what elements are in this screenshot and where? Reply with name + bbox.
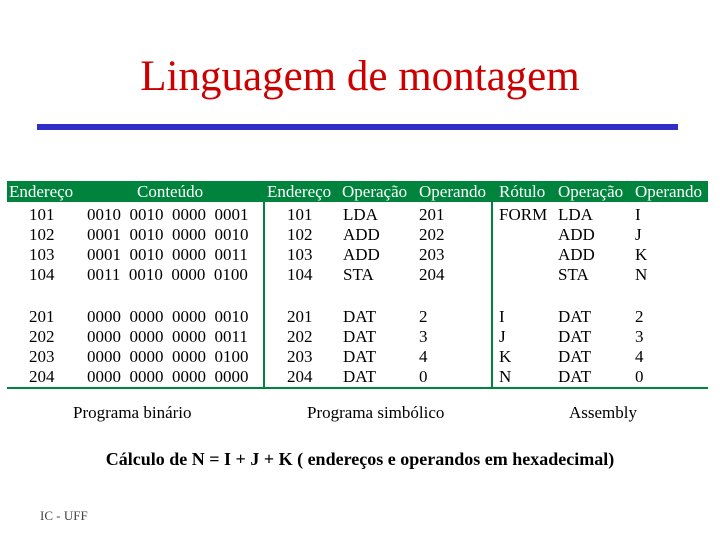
cell-op: DAT — [343, 347, 377, 366]
header-operando: Operando — [419, 182, 487, 201]
title-underline — [37, 124, 678, 130]
cell-op: ADD — [343, 225, 380, 244]
cell-addr1: 103 — [29, 245, 55, 264]
cell-content: 0010 0010 0000 0001 — [87, 205, 249, 224]
table-divider-symbolic — [491, 181, 493, 389]
caption-binary: Programa binário — [73, 403, 192, 422]
program-table — [7, 181, 708, 389]
cell-label: FORM — [499, 205, 548, 224]
cell-addr2: 101 — [287, 205, 313, 224]
cell-label: K — [499, 347, 512, 366]
cell-addr2: 203 — [287, 347, 313, 366]
cell-label: I — [499, 307, 505, 326]
cell-addr2: 102 — [287, 225, 313, 244]
cell-op2: ADD — [558, 225, 595, 244]
cell-op: DAT — [343, 307, 377, 326]
header-endereco-2: Endereço — [267, 182, 332, 201]
caption-assembly: Assembly — [569, 403, 637, 422]
cell-content: 0000 0000 0000 0100 — [87, 347, 249, 366]
header-operacao: Operação — [342, 182, 408, 201]
cell-addr1: 204 — [29, 367, 55, 386]
cell-operand2: 4 — [635, 347, 644, 366]
cell-op: STA — [343, 265, 374, 284]
cell-operand2: J — [635, 225, 642, 244]
cell-content: 0000 0000 0000 0011 — [87, 327, 248, 346]
cell-op: LDA — [343, 205, 378, 224]
cell-addr1: 202 — [29, 327, 55, 346]
header-operacao-2: Operação — [558, 182, 624, 201]
cell-op2: STA — [558, 265, 589, 284]
cell-content: 0000 0000 0000 0000 — [87, 367, 249, 386]
cell-addr1: 201 — [29, 307, 55, 326]
cell-addr2: 103 — [287, 245, 313, 264]
cell-content: 0011 0010 0000 0100 — [87, 265, 248, 284]
caption-symbolic: Programa simbólico — [307, 403, 445, 422]
cell-op: DAT — [343, 327, 377, 346]
header-rotulo: Rótulo — [499, 182, 546, 201]
table-divider-binary — [263, 181, 265, 389]
cell-operand2: 3 — [635, 327, 644, 346]
cell-label: N — [499, 367, 512, 386]
header-conteudo: Conteúdo — [137, 182, 204, 201]
cell-operand2: N — [635, 265, 648, 284]
cell-operand: 201 — [419, 205, 445, 224]
cell-addr2: 104 — [287, 265, 313, 284]
cell-op2: ADD — [558, 245, 595, 264]
header-endereco: Endereço — [9, 182, 74, 201]
cell-content: 0001 0010 0000 0011 — [87, 245, 248, 264]
cell-label: J — [499, 327, 506, 346]
cell-operand: 0 — [419, 367, 428, 386]
cell-addr1: 101 — [29, 205, 55, 224]
cell-addr2: 201 — [287, 307, 313, 326]
cell-op2: LDA — [558, 205, 593, 224]
cell-content: 0000 0000 0000 0010 — [87, 307, 249, 326]
cell-operand: 202 — [419, 225, 445, 244]
cell-operand2: 2 — [635, 307, 644, 326]
cell-operand: 204 — [419, 265, 445, 284]
cell-addr2: 204 — [287, 367, 313, 386]
cell-operand2: I — [635, 205, 641, 224]
cell-op: DAT — [343, 367, 377, 386]
header-operando-2: Operando — [635, 182, 703, 201]
cell-op2: DAT — [558, 367, 592, 386]
cell-operand2: 0 — [635, 367, 644, 386]
cell-addr1: 102 — [29, 225, 55, 244]
cell-addr2: 202 — [287, 327, 313, 346]
cell-addr1: 203 — [29, 347, 55, 366]
slide-title: Linguagem de montagem — [140, 53, 580, 100]
cell-operand: 2 — [419, 307, 428, 326]
cell-op: ADD — [343, 245, 380, 264]
cell-operand: 203 — [419, 245, 445, 264]
cell-op2: DAT — [558, 307, 592, 326]
cell-operand: 4 — [419, 347, 428, 366]
cell-addr1: 104 — [29, 265, 55, 284]
cell-op2: DAT — [558, 327, 592, 346]
cell-content: 0001 0010 0000 0010 — [87, 225, 249, 244]
calculation-caption: Cálculo de N = I + J + K ( endereços e operandos em hexadecimal) — [105, 449, 615, 469]
cell-operand2: K — [635, 245, 648, 264]
footer-label: IC - UFF — [40, 508, 88, 523]
cell-op2: DAT — [558, 347, 592, 366]
cell-operand: 3 — [419, 327, 428, 346]
table-bottom-line — [7, 387, 708, 389]
